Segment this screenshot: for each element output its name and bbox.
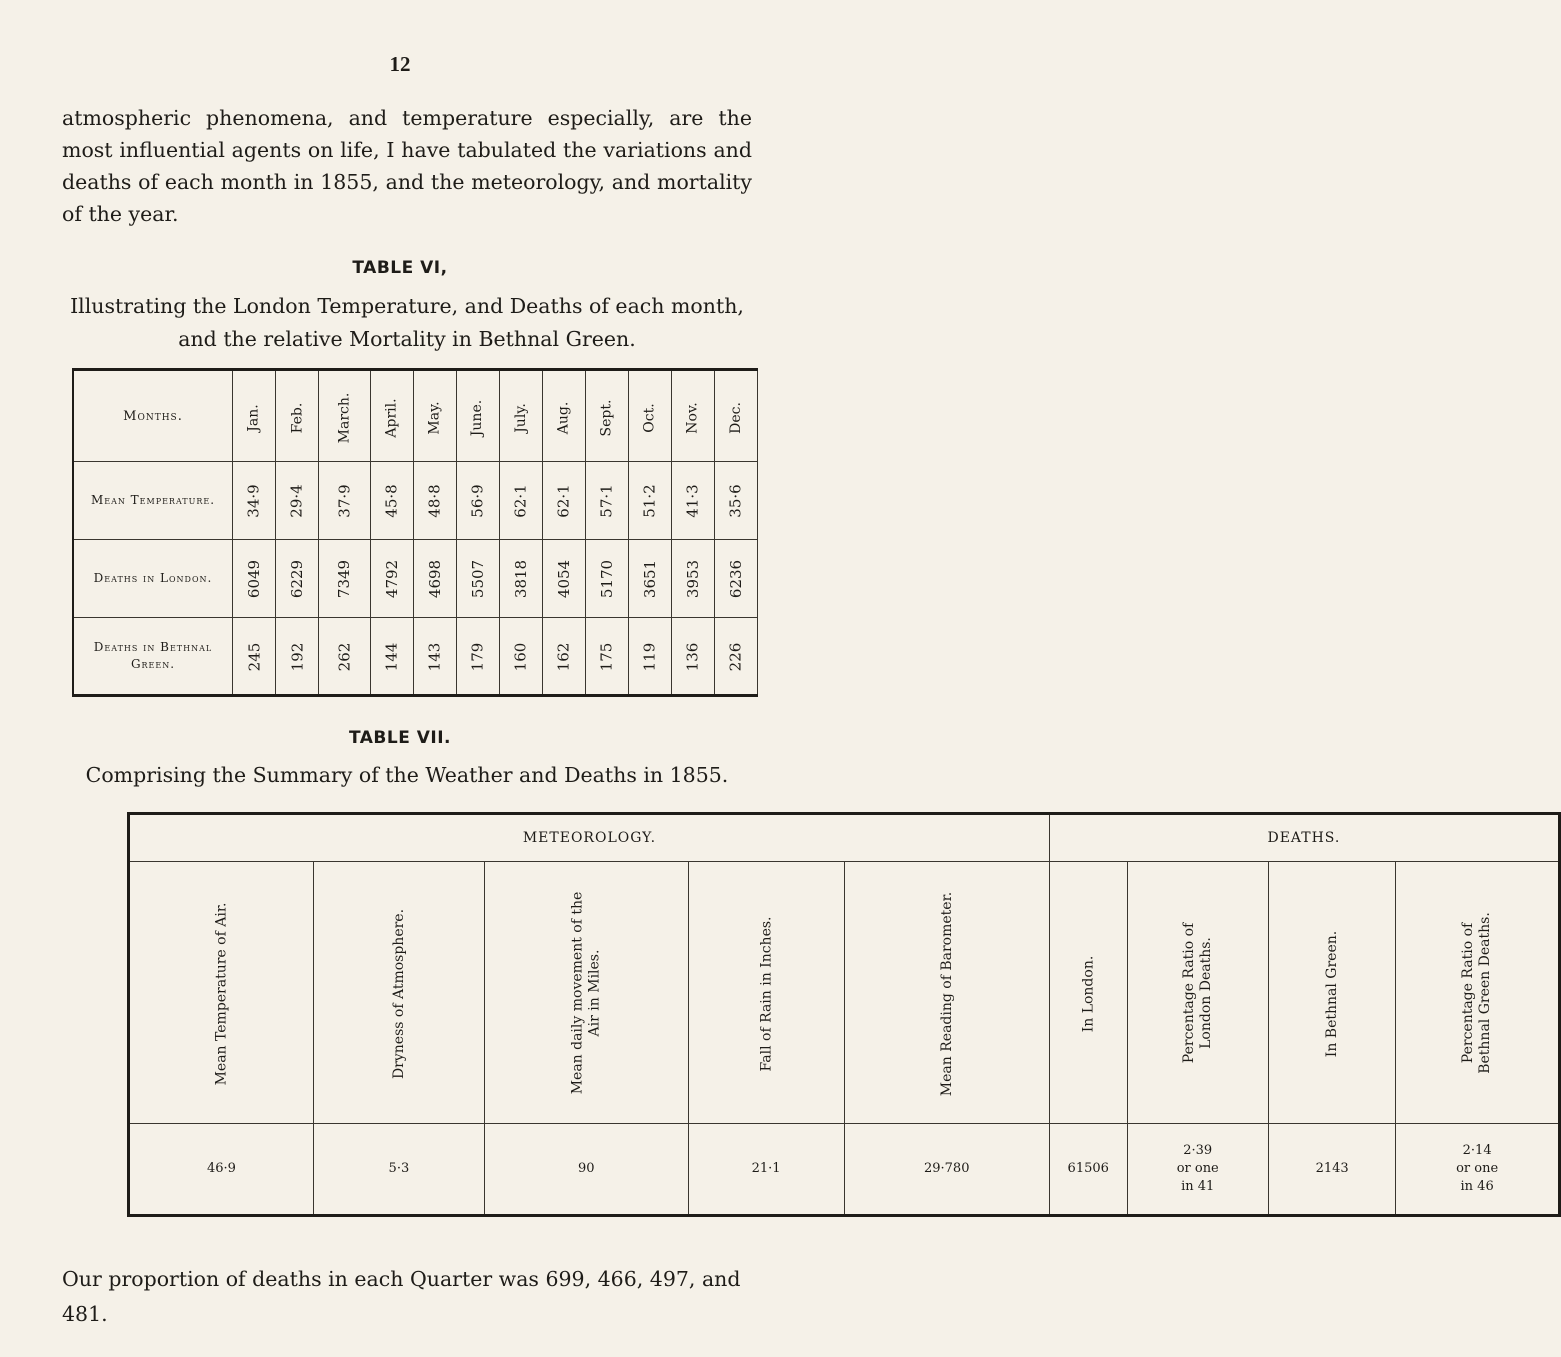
header-line: Mean daily movement of the — [569, 891, 586, 1094]
mean-temperature-header: Mean Temperature of Air. — [213, 902, 230, 1086]
table-cell — [413, 462, 456, 540]
value-line: in 41 — [1181, 1179, 1215, 1194]
table-vii-header-row — [129, 862, 1560, 1124]
header-cell — [1127, 862, 1268, 1124]
table-cell — [233, 462, 276, 540]
month-header: Oct. — [641, 402, 658, 433]
air-movement-value: 90 — [484, 1124, 688, 1216]
month-header: March. — [336, 392, 353, 443]
cell-value: 41·3 — [683, 484, 702, 518]
cell-value: 4792 — [382, 559, 401, 599]
table-cell — [714, 540, 757, 618]
rain-value: 21·1 — [688, 1124, 844, 1216]
month-header: May. — [426, 400, 443, 435]
table-cell — [714, 462, 757, 540]
cell-value: 226 — [726, 642, 745, 671]
month-header-cell — [370, 370, 413, 462]
cell-value: 57·1 — [597, 484, 616, 518]
table-cell — [319, 618, 371, 696]
cell-value: 34·9 — [245, 484, 263, 518]
table-cell — [233, 618, 276, 696]
month-header-cell — [276, 370, 319, 462]
table-cell — [456, 540, 499, 618]
table-cell — [370, 462, 413, 540]
header-line: Bethnal Green Deaths. — [1477, 911, 1494, 1074]
month-header: June. — [469, 399, 486, 436]
group-deaths: DEATHS. — [1049, 814, 1559, 862]
group-meteorology: METEOROLOGY. — [129, 814, 1050, 862]
cell-value: 62·1 — [554, 484, 573, 518]
row-label-deaths-london: Deaths in London. — [73, 540, 233, 618]
month-header: April. — [383, 397, 400, 438]
table-cell — [499, 618, 542, 696]
london-ratio-header — [1181, 922, 1215, 1062]
cell-value: 3818 — [511, 559, 530, 599]
table-vi-header-row — [73, 370, 757, 462]
header-cell — [1268, 862, 1395, 1124]
month-header-cell — [671, 370, 714, 462]
cell-value: 35·6 — [726, 484, 745, 518]
cell-value: 3953 — [683, 559, 702, 599]
table-cell — [499, 540, 542, 618]
table-cell — [671, 462, 714, 540]
header-line: Air in Miles. — [586, 949, 603, 1036]
cell-value: 162 — [554, 642, 573, 671]
cell-value: 160 — [511, 642, 530, 671]
header-cell — [844, 862, 1049, 1124]
table-row — [73, 540, 757, 618]
cell-value: 136 — [683, 642, 702, 671]
table-cell — [370, 540, 413, 618]
month-header-cell — [585, 370, 628, 462]
cell-value: 37·9 — [335, 484, 354, 518]
value-line: in 46 — [1460, 1179, 1494, 1194]
month-header: Jan. — [246, 403, 262, 432]
page-number: 12 — [389, 52, 411, 76]
cell-value: 175 — [597, 642, 616, 671]
table-row — [73, 618, 757, 696]
value-line: or one — [1456, 1161, 1499, 1176]
cell-value: 143 — [425, 642, 444, 671]
london-ratio-value — [1127, 1124, 1268, 1216]
cell-value: 192 — [287, 642, 306, 671]
air-movement-header — [569, 891, 603, 1094]
month-header: Aug. — [555, 401, 572, 434]
header-cell — [688, 862, 844, 1124]
cell-value: 3651 — [640, 559, 659, 599]
header-cell — [129, 862, 314, 1124]
month-header: Dec. — [727, 401, 744, 434]
table-vi-caption: Illustrating the London Temperature, and Deaths of each month, and the relative Mortality in Bethnal Green. — [70, 294, 744, 351]
cell-value: 48·8 — [425, 484, 444, 518]
cell-value: 4054 — [554, 559, 573, 599]
value-line: or one — [1176, 1161, 1219, 1176]
table-cell — [542, 540, 585, 618]
table-cell — [233, 540, 276, 618]
cell-value: 245 — [244, 642, 263, 671]
cell-value: 56·9 — [468, 484, 487, 518]
cell-value: 29·4 — [288, 484, 306, 518]
table-vi — [72, 368, 758, 697]
table-cell — [542, 618, 585, 696]
table-cell — [276, 618, 319, 696]
table-cell — [276, 540, 319, 618]
table-cell — [276, 462, 319, 540]
mean-temperature-value: 46·9 — [129, 1124, 314, 1216]
cell-value: 144 — [382, 642, 401, 671]
table-cell — [671, 540, 714, 618]
header-cell — [1049, 862, 1127, 1124]
barometer-header: Mean Reading of Barometer. — [938, 891, 955, 1097]
months-header-label: Months. — [123, 408, 183, 424]
cell-value: 6229 — [288, 559, 306, 599]
header-cell — [484, 862, 688, 1124]
cell-value: 5170 — [597, 559, 616, 599]
month-header: July. — [512, 402, 529, 433]
month-header-cell — [319, 370, 371, 462]
table-vii-title: TABLE VII. — [348, 728, 452, 748]
table-vii-values-row — [129, 1124, 1560, 1216]
month-header-cell — [456, 370, 499, 462]
table-cell — [499, 462, 542, 540]
cell-value: 45·8 — [382, 484, 401, 518]
value-line: 2·14 — [1462, 1143, 1492, 1158]
table-cell — [370, 618, 413, 696]
month-header-cell — [628, 370, 671, 462]
table-cell — [319, 462, 371, 540]
closing-paragraph: Our proportion of deaths in each Quarter was 699, 466, 497, and 481. — [62, 1267, 741, 1326]
cell-value: 7349 — [335, 559, 354, 599]
cell-value: 179 — [468, 642, 487, 671]
month-header-cell — [714, 370, 757, 462]
month-header: Nov. — [684, 401, 701, 434]
cell-value: 4698 — [425, 559, 444, 599]
barometer-value: 29·780 — [844, 1124, 1049, 1216]
row-label-deaths-bethnal-green: Deaths in Bethnal Green. — [73, 618, 233, 696]
month-header-cell — [413, 370, 456, 462]
table-cell — [585, 540, 628, 618]
table-cell — [628, 540, 671, 618]
in-london-header: In London. — [1080, 955, 1097, 1033]
table-vi-title: TABLE VI, — [352, 258, 448, 278]
table-cell — [585, 462, 628, 540]
bethnal-ratio-header — [1460, 912, 1494, 1074]
table-cell — [542, 462, 585, 540]
month-header-cell — [233, 370, 276, 462]
intro-paragraph: atmospheric phenomena, and temperature especially, are the most influential agents on life, I have tabulated the variations and deaths of each month in 1855, and the meteorology, and mortality of the year. — [62, 106, 752, 226]
table-cell — [456, 462, 499, 540]
dryness-header: Dryness of Atmosphere. — [390, 908, 407, 1080]
in-bethnal-header: In Bethnal Green. — [1324, 930, 1341, 1058]
table-cell — [628, 618, 671, 696]
table-vii-group-row — [129, 814, 1560, 862]
table-cell — [413, 618, 456, 696]
table-cell — [319, 540, 371, 618]
cell-value: 262 — [335, 642, 354, 671]
cell-value: 6049 — [245, 559, 263, 599]
header-line: Percentage Ratio of — [1460, 922, 1477, 1063]
table-cell — [714, 618, 757, 696]
dryness-value: 5·3 — [313, 1124, 484, 1216]
table-cell — [456, 618, 499, 696]
table-vii-caption: Comprising the Summary of the Weather and Deaths in 1855. — [85, 763, 729, 787]
cell-value: 51·2 — [640, 484, 659, 518]
header-line: Percentage Ratio of — [1180, 922, 1197, 1063]
table-cell — [413, 540, 456, 618]
value-line: 2·39 — [1183, 1143, 1213, 1158]
table-row — [73, 462, 757, 540]
table-cell — [585, 618, 628, 696]
month-header-cell — [499, 370, 542, 462]
table-cell — [671, 618, 714, 696]
table-cell — [628, 462, 671, 540]
cell-value: 62·1 — [511, 484, 530, 518]
table-vii — [127, 812, 1561, 1217]
cell-value: 119 — [640, 642, 659, 671]
row-label-mean-temperature: Mean Temperature. — [73, 462, 233, 540]
header-cell — [1396, 862, 1560, 1124]
header-cell — [313, 862, 484, 1124]
in-bethnal-value: 2143 — [1268, 1124, 1395, 1216]
rain-header: Fall of Rain in Inches. — [758, 916, 775, 1072]
month-header: Sept. — [598, 399, 615, 436]
months-header — [73, 370, 233, 462]
in-london-value: 61506 — [1049, 1124, 1127, 1216]
cell-value: 5507 — [468, 559, 487, 599]
cell-value: 6236 — [726, 559, 745, 599]
month-header-cell — [542, 370, 585, 462]
bethnal-ratio-value — [1396, 1124, 1560, 1216]
month-header: Feb. — [289, 402, 305, 433]
header-line: London Deaths. — [1197, 936, 1214, 1049]
